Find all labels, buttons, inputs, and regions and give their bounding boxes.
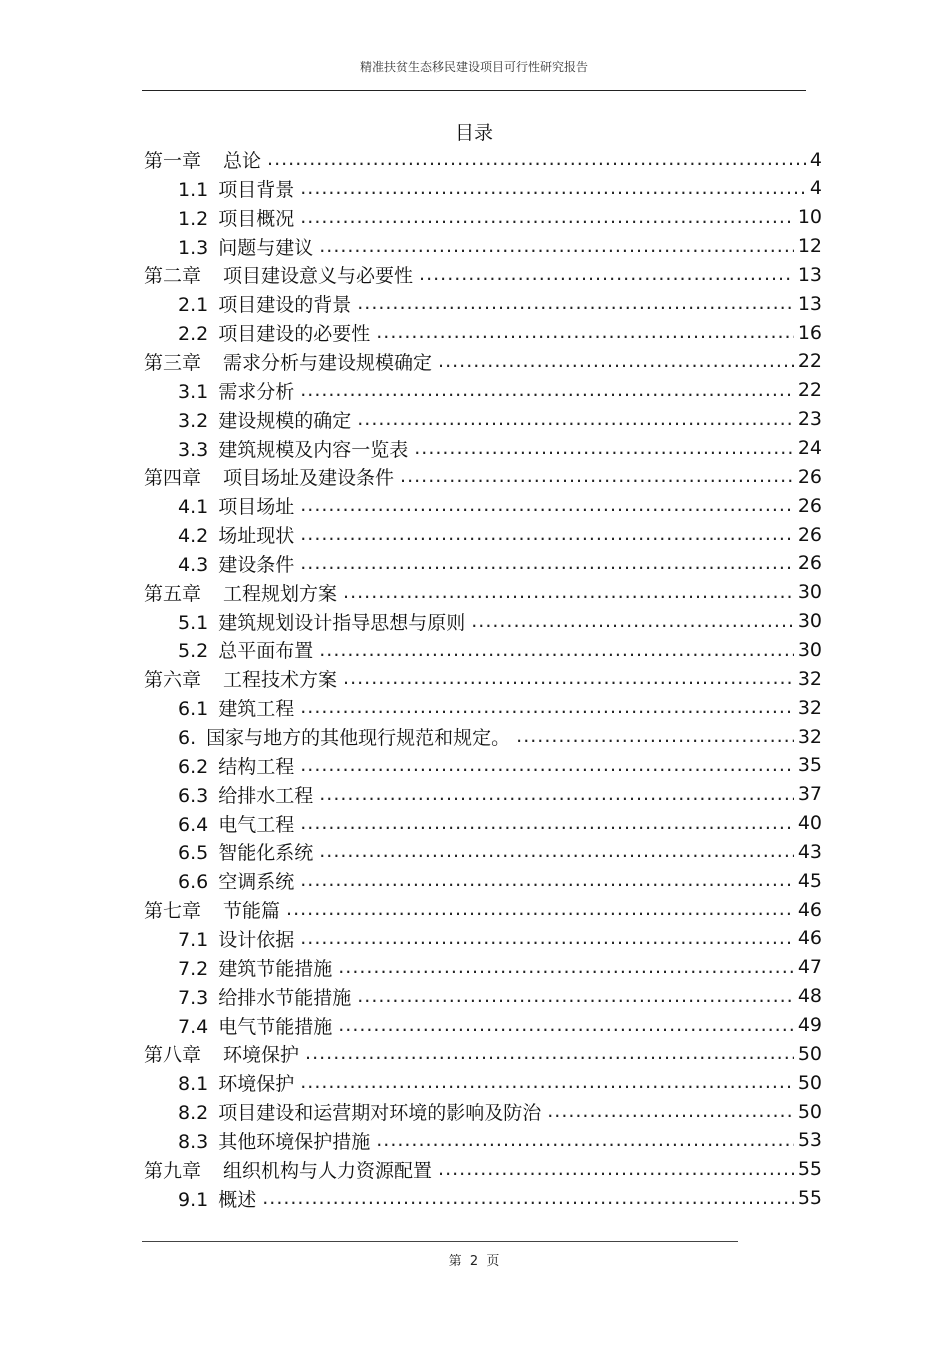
footer-prefix: 第 [448, 1254, 462, 1269]
toc-entry[interactable] [144, 145, 822, 174]
toc-entry[interactable] [144, 462, 822, 491]
toc-entry[interactable] [144, 347, 822, 376]
toc-entry-number: 5.2 [178, 640, 209, 663]
toc-entry[interactable] [178, 1011, 822, 1040]
toc-entry-page: 35 [797, 754, 822, 777]
toc-entry-number: 4.1 [178, 496, 209, 519]
dot-leader [300, 696, 794, 719]
toc-entry-number: 第五章 [144, 582, 202, 605]
toc-entry-text: 给排水节能措施 [218, 986, 352, 1009]
toc-entry[interactable] [178, 376, 822, 405]
toc-entry-page: 48 [797, 985, 822, 1008]
page-number: 2 [469, 1254, 479, 1269]
dot-leader [438, 350, 794, 373]
toc-entry[interactable] [144, 1039, 822, 1068]
dot-leader [419, 263, 794, 286]
toc-entry-text: 项目建设意义与必要性 [223, 265, 414, 288]
toc-entry-text: 环境保护 [223, 1044, 300, 1067]
dot-leader [338, 956, 794, 979]
toc-entry[interactable] [178, 1068, 822, 1097]
dot-leader [286, 898, 794, 921]
toc-entry-page: 13 [797, 263, 822, 286]
toc-entry-number: 6.3 [178, 784, 209, 807]
toc-entry-text: 节能篇 [223, 900, 281, 923]
toc-entry-page: 30 [797, 638, 822, 661]
toc-entry[interactable] [178, 232, 822, 261]
toc-entry-text: 问题与建议 [218, 236, 314, 259]
toc-entry[interactable] [178, 203, 822, 232]
dot-leader [438, 1158, 794, 1181]
toc-entry-number: 2.2 [178, 323, 209, 346]
dot-leader [357, 985, 794, 1008]
toc-entry-number: 5.1 [178, 611, 209, 634]
toc-entry-number: 6.5 [178, 842, 209, 865]
dot-leader [414, 437, 794, 460]
dot-leader [400, 465, 794, 488]
toc-entry-number: 7.4 [178, 1015, 209, 1038]
toc-entry-page: 4 [809, 177, 822, 200]
toc-entry-page: 26 [797, 465, 822, 488]
toc-entry-text: 项目建设的背景 [218, 294, 352, 317]
toc-entry-text: 国家与地方的其他现行规范和规定。 [206, 727, 511, 749]
toc-entry-page: 55 [797, 1187, 822, 1210]
toc-entry[interactable] [178, 1126, 822, 1155]
dot-leader [516, 725, 794, 748]
toc-entry-text: 总论 [223, 150, 262, 172]
toc-entry-text: 电气工程 [218, 813, 295, 836]
toc-entry-number: 3.2 [178, 409, 209, 432]
toc-entry-page: 30 [797, 610, 822, 633]
toc-entry-number: 6.4 [178, 813, 209, 836]
toc-entry[interactable] [144, 1155, 822, 1184]
toc-entry-page: 13 [797, 292, 822, 315]
dot-leader [357, 408, 794, 431]
toc-entry[interactable] [178, 722, 822, 751]
toc-entry-text: 结构工程 [218, 755, 295, 778]
dot-leader [343, 581, 794, 604]
toc-entry-text: 组织机构与人力资源配置 [223, 1159, 433, 1182]
toc-entry-page: 10 [797, 206, 822, 229]
toc-entry-number: 6.1 [178, 698, 209, 721]
toc-title: 目录 [454, 122, 493, 144]
toc-entry-text: 电气节能措施 [218, 1015, 333, 1038]
toc-entry-number: 9.1 [178, 1188, 209, 1211]
dot-leader [343, 667, 794, 690]
toc-entry-number: 3.3 [178, 438, 209, 461]
toc-entry-page: 30 [797, 581, 822, 604]
toc-entry[interactable] [144, 578, 822, 607]
toc-entry-text: 环境保护 [218, 1073, 295, 1096]
dot-leader [262, 1187, 794, 1210]
toc-entry-text: 建筑工程 [218, 698, 295, 721]
dot-leader [338, 1014, 794, 1037]
toc-entry-text: 场址现状 [218, 525, 295, 548]
toc-entry-page: 12 [797, 235, 822, 258]
toc-entry-number: 8.3 [178, 1130, 209, 1153]
toc-entry[interactable] [178, 1184, 822, 1213]
toc-entry[interactable] [178, 174, 822, 203]
dot-leader [357, 292, 794, 315]
toc-entry-number: 8.1 [178, 1073, 209, 1096]
toc-entry[interactable] [178, 405, 822, 434]
toc-entry[interactable] [178, 837, 822, 866]
toc-entry-text: 建筑规划设计指导思想与原则 [218, 611, 466, 634]
toc-entry-page: 45 [797, 869, 822, 892]
dot-leader [319, 639, 794, 662]
toc-entry-number: 1.1 [178, 178, 209, 201]
toc-entry-number: 第八章 [144, 1044, 202, 1067]
header-divider [142, 90, 806, 91]
toc-entry-text: 建设条件 [218, 553, 295, 576]
toc-entry-page: 4 [809, 148, 822, 171]
toc-entry[interactable] [178, 780, 822, 809]
dot-leader [319, 840, 794, 863]
toc-entry-text: 工程技术方案 [223, 669, 338, 692]
toc-entry[interactable] [178, 693, 822, 722]
toc-entry-text: 需求分析与建设规模确定 [223, 351, 433, 374]
toc-entry-text: 项目建设和运营期对环境的影响及防治 [218, 1102, 542, 1125]
toc-entry-text: 概述 [218, 1188, 257, 1211]
toc-entry[interactable] [178, 434, 822, 463]
toc-entry-text: 建设规模的确定 [218, 409, 352, 432]
toc-entry-number: 第三章 [144, 351, 202, 374]
toc-entry-number: 第二章 [144, 265, 202, 288]
toc-entry-number: 7.3 [178, 986, 209, 1009]
toc-entry-page: 22 [797, 350, 822, 373]
toc-entry-number: 第一章 [144, 150, 202, 172]
toc-entry-page: 46 [797, 927, 822, 950]
dot-leader [319, 783, 794, 806]
toc-entry-number: 6. [178, 727, 197, 749]
toc-entry-page: 50 [797, 1071, 822, 1094]
footer-divider [142, 1241, 738, 1242]
toc-entry-text: 项目场址及建设条件 [223, 467, 395, 490]
toc-entry-page: 32 [797, 696, 822, 719]
toc-entry-number: 7.1 [178, 928, 209, 951]
toc-entry-text: 设计依据 [218, 928, 295, 951]
toc-entry-page: 32 [797, 667, 822, 690]
toc-entry-text: 智能化系统 [218, 842, 314, 865]
toc-entry[interactable] [178, 953, 822, 982]
dot-leader [300, 927, 794, 950]
toc-entry-page: 43 [797, 840, 822, 863]
toc-entry[interactable] [178, 866, 822, 895]
dot-leader [547, 1100, 794, 1123]
dot-leader [376, 321, 794, 344]
toc-entry-page: 26 [797, 523, 822, 546]
toc-entry-page: 46 [797, 898, 822, 921]
dot-leader [300, 552, 794, 575]
toc-entry-number: 6.2 [178, 755, 209, 778]
toc-entry-page: 23 [797, 408, 822, 431]
toc-entry[interactable] [178, 809, 822, 838]
toc-entry-text: 项目场址 [218, 496, 295, 519]
toc-entry-number: 第四章 [144, 467, 202, 490]
toc-entry-number: 2.1 [178, 294, 209, 317]
toc-entry-text: 给排水工程 [218, 784, 314, 807]
toc-entry[interactable] [178, 924, 822, 953]
toc-entry-page: 22 [797, 379, 822, 402]
toc-entry[interactable] [144, 895, 822, 924]
toc-entry-number: 第九章 [144, 1159, 202, 1182]
toc-entry[interactable] [178, 751, 822, 780]
toc-entry[interactable] [144, 260, 822, 289]
dot-leader [300, 379, 794, 402]
toc-entry-page: 53 [797, 1129, 822, 1152]
toc-entry-page: 32 [797, 725, 822, 748]
toc-entry-number: 6.6 [178, 871, 209, 894]
toc-entry-text: 建筑规模及内容一览表 [218, 438, 409, 461]
toc-entry-number: 8.2 [178, 1102, 209, 1125]
dot-leader [300, 812, 794, 835]
page-footer [142, 1250, 806, 1269]
toc-entry[interactable] [144, 664, 822, 693]
toc-entry-page: 50 [797, 1100, 822, 1123]
toc-entry-page: 49 [797, 1014, 822, 1036]
toc-entry-number: 4.2 [178, 525, 209, 548]
toc-entry-page: 24 [797, 437, 822, 459]
toc-entry[interactable] [178, 491, 822, 520]
toc-entry[interactable] [178, 318, 822, 347]
toc-entry-text: 需求分析 [218, 380, 295, 403]
toc-entry-page: 40 [797, 812, 822, 835]
dot-leader [300, 1071, 794, 1094]
dot-leader [300, 754, 794, 777]
dot-leader [300, 494, 794, 517]
toc-entry-page: 47 [797, 956, 822, 979]
toc-entry[interactable] [178, 289, 822, 318]
toc-entry-number: 第六章 [144, 669, 202, 692]
toc-entry-number: 1.3 [178, 236, 209, 259]
toc-entry-number: 4.3 [178, 553, 209, 576]
toc-entry-text: 项目建设的必要性 [218, 323, 371, 346]
toc-entry-page: 16 [797, 321, 822, 344]
toc-entry-page: 50 [797, 1042, 822, 1065]
toc-entry-text: 项目背景 [218, 178, 295, 201]
toc-entry-page: 26 [797, 552, 822, 575]
dot-leader [300, 523, 794, 546]
toc-entry[interactable] [178, 520, 822, 549]
dot-leader [300, 177, 806, 200]
running-header: 精准扶贫生态移民建设项目可行性研究报告 [359, 60, 588, 74]
toc-entry[interactable] [178, 635, 822, 664]
toc-entry-number: 7.2 [178, 957, 209, 980]
toc-entry-page: 55 [797, 1158, 822, 1181]
toc-entry-text: 项目概况 [218, 207, 295, 230]
dot-leader [319, 235, 794, 258]
toc-entry[interactable] [178, 607, 822, 636]
toc-entry-page: 37 [797, 783, 822, 806]
toc-entry-text: 工程规划方案 [223, 582, 338, 605]
dot-leader [305, 1042, 794, 1065]
toc-entry-number: 第七章 [144, 900, 202, 923]
toc-entry-text: 总平面布置 [218, 640, 314, 663]
toc-entry-number: 3.1 [178, 380, 209, 403]
dot-leader [267, 148, 806, 171]
footer-suffix: 页 [486, 1254, 500, 1269]
toc-entry-page: 26 [797, 494, 822, 517]
toc-entry-text: 其他环境保护措施 [218, 1130, 371, 1153]
toc-entry-text: 建筑节能措施 [218, 957, 333, 980]
toc-entry[interactable] [178, 549, 822, 578]
toc-entry-text: 空调系统 [218, 871, 295, 894]
toc-entry[interactable] [178, 982, 822, 1011]
toc-entry-number: 1.2 [178, 207, 209, 230]
dot-leader [471, 610, 794, 633]
toc-entry[interactable] [178, 1097, 822, 1126]
dot-leader [300, 869, 794, 892]
dot-leader [300, 206, 794, 229]
dot-leader [376, 1129, 794, 1152]
